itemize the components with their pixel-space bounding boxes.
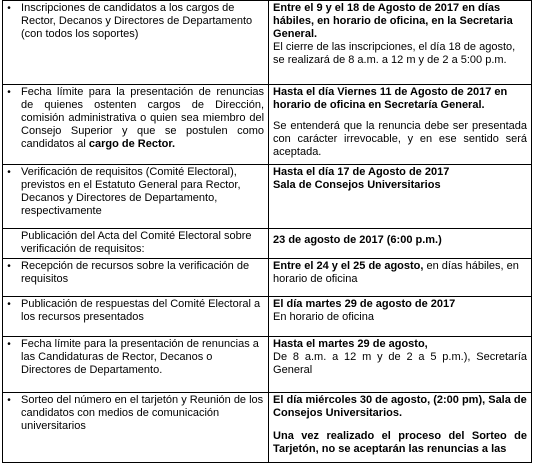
table-row xyxy=(3,165,532,229)
activity-text: Sorteo del número en el tarjetón y Reunión de los candidatos con medios de comunicación universitarios xyxy=(21,394,264,432)
list-bullet: • xyxy=(7,395,11,406)
activity-text: Verificación de requisitos (Comité Electoral), previstos en el Estatuto General para Rector, Decanos y Directores de Departamento, respectivamente xyxy=(21,166,241,217)
date-text: El día martes 29 de agosto de 2017 xyxy=(273,298,456,310)
note-text: En horario de oficina xyxy=(273,311,374,323)
date-text: Entre el 9 y el 18 de Agosto de 2017 en días hábiles, en horario de oficina, en la Secretaria General. xyxy=(273,2,513,40)
note-text: El cierre de las inscripciones, el día 18 de agosto, se realizará de 8 a.m. a 12 m y de 2 a 5:00 p.m. xyxy=(273,41,516,66)
table-row xyxy=(3,1,532,85)
list-bullet: • xyxy=(7,299,11,310)
schedule-table xyxy=(2,0,532,463)
note-text: Se entenderá que la renuncia debe ser presentada con carácter irrevocable, y en ese sentido será aceptada. xyxy=(273,120,527,158)
note-text: en días hábiles, en horario de oficina xyxy=(273,260,519,285)
table-row xyxy=(3,229,532,259)
place-text: Sala de Consejos Universitarios xyxy=(273,179,441,191)
activity-text xyxy=(15,85,269,165)
activity-text: Recepción de recursos sobre la verificación de requisitos xyxy=(21,260,250,285)
note-text: De 8 a.m. a 12 m y de 2 a 5 p.m.), Secretaría General xyxy=(273,351,527,376)
date-text: El día miércoles 30 de agosto, (2:00 pm), Sala de Consejos Universitarios. xyxy=(273,394,527,419)
table-row xyxy=(3,259,532,297)
activity-text: Publicación de respuestas del Comité Electoral a los recursos presentados xyxy=(21,298,261,323)
list-bullet: • xyxy=(7,339,11,350)
list-bullet: • xyxy=(7,261,11,272)
table-row xyxy=(3,297,532,337)
note-text: Una vez realizado el proceso del Sorteo de Tarjetón, no se aceptarán las renuncias a las xyxy=(273,430,527,455)
date-text: Hasta el martes 29 de agosto, xyxy=(273,338,428,350)
date-text: Hasta el día Viernes 11 de Agosto de 2017 en horario de oficina en Secretaría General. xyxy=(273,86,508,111)
activity-text-emphasis: cargo de Rector. xyxy=(88,138,176,150)
activity-text-part: Fecha límite para la presentación de renuncias de quienes ostenten cargos de Dirección, comisión administrativa o quien sea miembro del Consejo Superior y que se postulen como candidatos al xyxy=(21,86,265,150)
list-bullet: • xyxy=(7,87,11,98)
activity-text: Inscripciones de candidatos a los cargos de Rector, Decanos y Directores de Departamento (con todos los soportes) xyxy=(21,2,253,40)
date-text: Entre el 24 y el 25 de agosto, xyxy=(273,260,424,272)
list-bullet: • xyxy=(7,3,11,14)
date-text: Hasta el día 17 de Agosto de 2017 xyxy=(273,166,450,178)
table-row xyxy=(3,85,532,165)
activity-text: Fecha límite para la presentación de renuncias a las Candidaturas de Rector, Decanos o Directores de Departamento. xyxy=(21,338,259,376)
table-row xyxy=(3,337,532,393)
table-row xyxy=(3,393,532,463)
date-text: 23 de agosto de 2017 (6:00 p.m.) xyxy=(273,234,442,246)
list-bullet: • xyxy=(7,167,11,178)
activity-text: Publicación del Acta del Comité Electoral sobre verificación de requisitos: xyxy=(21,230,252,255)
